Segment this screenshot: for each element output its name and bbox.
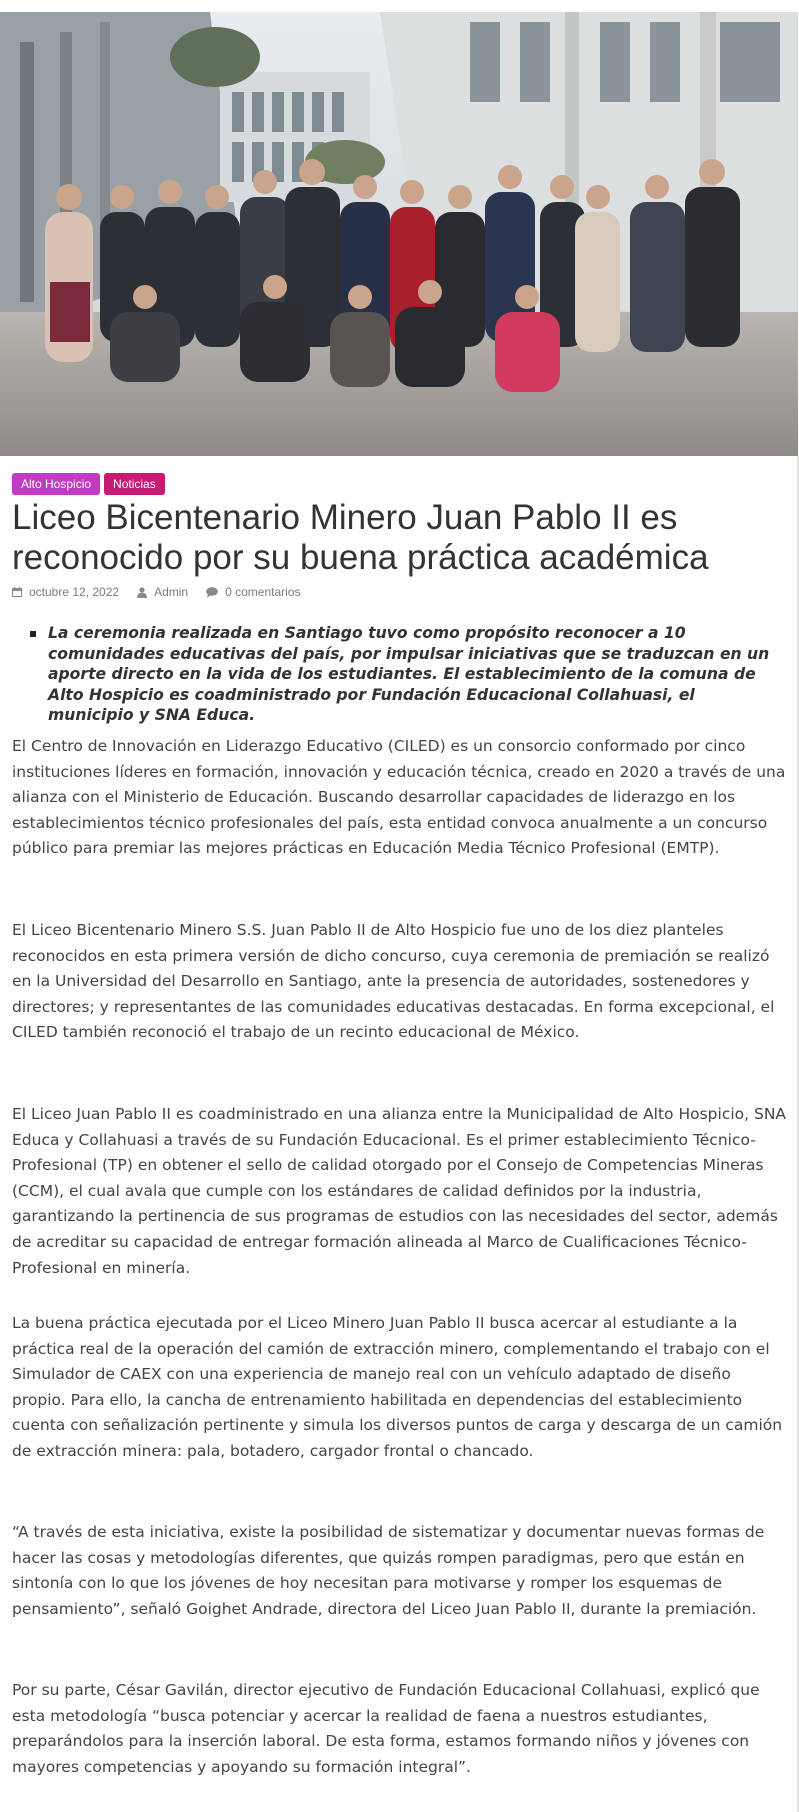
lead-text: La ceremonia realizada en Santiago tuvo como propósito reconocer a 10 comunidades educativas del país, por impulsar iniciativas que se traduzcan en un aporte directo en la vida de los estudiantes. El establecimiento de la comuna de Alto Hospicio es coadministrado por Fundación Educacional Collahuasi, el municipio y SNA Educa. bbox=[30, 623, 778, 726]
category-tag-alto-hospicio[interactable]: Alto Hospicio bbox=[12, 473, 100, 495]
paragraph-4: La buena práctica ejecutada por el Liceo Minero Juan Pablo II busca acercar al estudiante a la práctica real de la operación del camión de extracción minero, complementando el trabajo con el Simulador de CAEX con una experiencia de manejo real con un vehículo adaptado de diseño propio. Para ello, la cancha de entrenamiento habilitada en dependencias del establecimiento cuenta con señalización pertinente y simula los diversos puntos de carga y descarga de un camión de extracción minera: pala, botadero, cargador frontal o chancado. bbox=[12, 1314, 783, 1460]
meta-date[interactable] bbox=[12, 585, 119, 599]
featured-image bbox=[0, 12, 798, 456]
category-tag-noticias[interactable]: Noticias bbox=[104, 473, 165, 495]
paragraph-2: El Liceo Bicentenario Minero S.S. Juan Pablo II de Alto Hospicio fue uno de los diez planteles reconocidos en esta primera versión de dicho concurso, cuya ceremonia de premiación se realizó en la Universidad del Desarrollo en Santiago, ante la presencia de autoridades, sostenedores y directores; y representantes de las comunidades educativas destacadas. En forma excepcional, el CILED también reconoció el trabajo de un recinto educacional de México. bbox=[12, 921, 775, 1042]
paragraph-1: El Centro de Innovación en Liderazgo Educativo (CILED) es un consorcio conformado por cinco instituciones líderes en formación, innovación y educación técnica, creado en 2020 a través de una alianza con el Ministerio de Educación. Buscando desarrollar capacidades de liderazgo en los establecimientos técnico profesionales del país, esta entidad convoca anualmente a un concurso público para premiar las mejores prácticas en Educación Media Técnico Profesional (EMTP). bbox=[12, 737, 786, 858]
meta-comments-text: 0 comentarios bbox=[225, 585, 301, 599]
paragraph-5: “A través de esta iniciativa, existe la posibilidad de sistematizar y documentar nuevas formas de hacer las cosas y metodologías diferentes, que quizás rompen paradigmas, pero que están en sintonía con lo que los jóvenes de hoy necesitan para motivarse y romper los esquemas de pensamiento”, señaló Goighet Andrade, directora del Liceo Juan Pablo II, durante la premiación. bbox=[12, 1523, 765, 1618]
meta-comments[interactable] bbox=[206, 585, 300, 599]
article-title: Liceo Bicentenario Minero Juan Pablo II es reconocido por su buena práctica académica bbox=[12, 498, 709, 577]
meta-author[interactable] bbox=[137, 585, 188, 599]
paragraph-6: Por su parte, César Gavilán, director ejecutivo de Fundación Educacional Collahuasi, explicó que esta metodología “busca potenciar y acercar la realidad de faena a nuestros estudiantes, preparándolos para la inserción laboral. De esta forma, estamos formando niños y jóvenes con mayores competencias y apoyando su formación integral”. bbox=[12, 1681, 760, 1776]
meta-date-text: octubre 12, 2022 bbox=[29, 585, 120, 599]
meta-author-text: Admin bbox=[154, 585, 189, 599]
paragraph-3: El Liceo Juan Pablo II es coadministrado en una alianza entre la Municipalidad de Alto Hospicio, SNA Educa y Collahuasi a través de su Fundación Educacional. Es el primer establecimiento Técnico-Profesional (TP) en obtener el sello de calidad otorgado por el Consejo de Competencias Mineras (CCM), el cual avala que cumple con los estándares de calidad definidos por la industria, garantizando la pertinencia de sus programas de estudios con las necesidades del sector, además de acreditar su capacidad de entregar formación alineada al Marco de Cualificaciones Técnico-Profesional en minería. bbox=[12, 1105, 787, 1277]
user-icon bbox=[137, 587, 147, 598]
article-meta bbox=[12, 585, 318, 599]
comment-icon bbox=[206, 587, 218, 598]
featured-image-container bbox=[0, 0, 799, 456]
category-tags bbox=[12, 473, 165, 495]
lead-list bbox=[30, 623, 778, 726]
calendar-icon bbox=[12, 587, 22, 597]
